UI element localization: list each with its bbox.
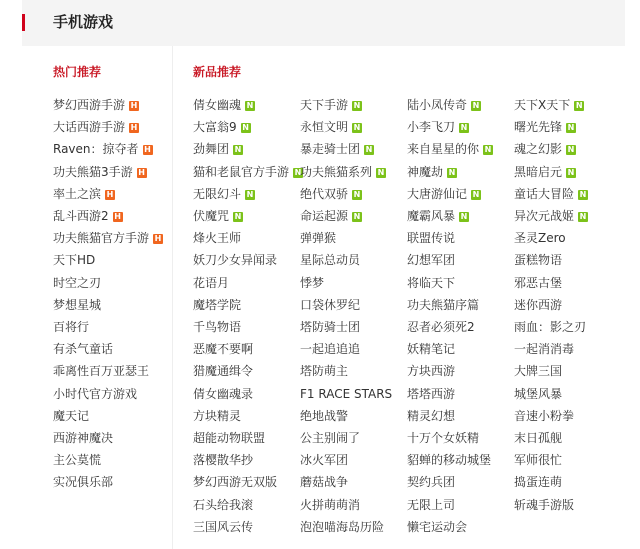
new-badge-icon: N [460,123,468,132]
game-link[interactable] [193,297,241,313]
header-accent-bar [22,14,25,31]
game-name: 乱斗西游2 [53,209,109,223]
game-link[interactable] [53,297,101,313]
game-name: 邪恶古堡 [514,276,563,290]
new-recommend-title: 新品推荐 [193,65,242,79]
game-link[interactable] [53,186,115,202]
game-name: 童话大冒险 [514,187,575,201]
game-name: 主公莫慌 [53,453,102,467]
game-link[interactable] [193,141,243,157]
game-link[interactable] [300,208,362,224]
game-name: 妖刀少女异闻录 [193,253,278,267]
game-name: 方块精灵 [193,409,242,423]
game-link[interactable] [193,341,253,357]
game-link[interactable] [53,319,89,335]
game-link[interactable] [514,430,562,446]
game-link[interactable] [300,186,362,202]
game-name: 烽火王师 [193,231,242,245]
game-link[interactable] [514,408,574,424]
new-badge-icon: N [242,123,249,132]
game-name: 一起消消毒 [514,342,575,356]
game-name: 倩女幽魂录 [193,387,254,401]
game-name: 石头给我滚 [193,498,254,512]
game-name: 忍者必须死2 [407,320,475,334]
game-name: 迷你西游 [514,298,563,312]
game-link[interactable] [53,386,137,402]
game-link[interactable] [514,452,562,468]
game-link[interactable] [514,208,588,224]
game-name: 塔防萌主 [300,364,349,378]
game-link[interactable] [193,386,253,402]
game-name: Raven：掠夺者 [53,142,139,156]
game-name: 蛋糕物语 [514,253,563,267]
game-link[interactable] [514,363,562,379]
game-name: 星际总动员 [300,253,361,267]
game-name: 倩女幽魂 [193,98,242,112]
game-link[interactable] [53,408,89,424]
game-link[interactable] [514,164,576,180]
game-name: 塔防骑士团 [300,320,361,334]
game-link[interactable] [407,119,469,135]
game-name: 火拼萌萌消 [300,498,361,512]
game-name: 大话西游手游 [53,120,126,134]
game-name: 异次元战姬 [514,209,575,223]
game-name: 陆小凤传奇 [407,98,468,112]
hot-badge-icon: H [144,145,151,154]
game-link[interactable] [300,430,360,446]
game-name: 猎魔通缉令 [193,364,254,378]
game-link[interactable] [53,452,101,468]
game-link[interactable] [514,497,574,513]
game-name: 绝地战警 [300,409,349,423]
game-link[interactable] [407,497,455,513]
new-badge-icon: N [353,190,361,199]
game-name: 花语月 [193,276,230,290]
game-name: 十万个女妖精 [407,431,480,445]
game-name: 蘑菇战争 [300,475,349,489]
game-link[interactable] [514,252,562,268]
game-name: 百将行 [53,320,90,334]
game-name: 末日孤舰 [514,431,563,445]
new-badge-icon: N [448,168,456,177]
new-badge-icon: N [234,212,242,221]
game-name: 命运起源 [300,209,349,223]
game-name: 功夫熊猫3手游 [53,165,133,179]
game-link[interactable] [407,141,493,157]
game-link[interactable] [407,297,479,313]
hot-badge-icon: H [106,190,114,199]
game-name: 伏魔咒 [193,209,230,223]
game-name: 率土之滨 [53,187,102,201]
game-link[interactable] [53,208,123,224]
game-name: 来自星星的你 [407,142,480,156]
new-badge-icon: N [472,101,480,110]
game-link[interactable] [300,252,360,268]
game-link[interactable] [407,186,481,202]
game-link[interactable] [300,497,360,513]
game-name: 魂之幻影 [514,142,563,156]
game-name: 无限幻斗 [193,187,242,201]
game-name: 妖精笔记 [407,342,456,356]
game-link[interactable] [53,363,149,379]
section-header [22,0,625,46]
new-badge-icon: N [294,168,302,177]
game-name: 精灵幻想 [407,409,456,423]
game-name: 有杀气童话 [53,342,114,356]
game-link[interactable] [300,519,384,535]
hot-badge-icon: H [130,101,138,110]
game-name: 神魔劫 [407,165,444,179]
game-link[interactable] [407,452,491,468]
game-name: 梦幻西游手游 [53,98,126,112]
game-name: 曙光先锋 [514,120,563,134]
game-name: 塔塔西游 [407,387,456,401]
game-name: 劲舞团 [193,142,230,156]
new-badge-icon: N [567,123,575,132]
game-name: 貂蝉的移动城堡 [407,453,492,467]
game-name: 幻想军团 [407,253,456,267]
game-link[interactable] [193,430,265,446]
game-link[interactable] [407,386,455,402]
game-link[interactable] [193,208,243,224]
game-name: 黑暗启元 [514,165,563,179]
new-badge-icon: N [567,145,575,154]
new-badge-icon: N [575,101,583,110]
game-link[interactable] [407,341,455,357]
game-name: 魔塔学院 [193,298,242,312]
game-link[interactable] [407,164,457,180]
game-name: 契约兵团 [407,475,456,489]
game-name: 实况俱乐部 [53,475,114,489]
game-name: 口袋休罗纪 [300,298,361,312]
game-link[interactable] [193,164,303,180]
game-link[interactable] [514,230,566,246]
column-divider [172,46,173,549]
game-name: 小李飞刀 [407,120,456,134]
game-link[interactable] [300,97,362,113]
game-link[interactable] [193,319,241,335]
game-name: 一起追追追 [300,342,361,356]
game-link[interactable] [193,363,253,379]
game-link[interactable] [53,275,101,291]
game-link[interactable] [514,119,576,135]
game-name: 雨血：影之刃 [514,320,587,334]
new-badge-icon: N [246,101,254,110]
new-badge-icon: N [353,123,361,132]
game-link[interactable] [514,386,562,402]
new-badge-icon: N [567,168,575,177]
game-link[interactable] [300,319,360,335]
game-name: 三国风云传 [193,520,254,534]
game-link[interactable] [300,408,348,424]
game-link[interactable] [53,252,95,268]
game-link[interactable] [514,186,588,202]
game-link[interactable] [193,275,229,291]
game-link[interactable] [407,252,455,268]
game-name: 大富翁9 [193,120,237,134]
game-link[interactable] [407,230,455,246]
game-name: 暴走骑士团 [300,142,361,156]
game-link[interactable] [300,141,374,157]
new-badge-icon: N [353,212,361,221]
game-name: F1 RACE STARS [300,387,393,401]
game-name: 城堡风暴 [514,387,563,401]
game-link[interactable] [193,186,255,202]
game-link[interactable] [53,164,147,180]
game-name: 超能动物联盟 [193,431,266,445]
game-link[interactable] [407,275,455,291]
new-badge-icon: N [579,190,587,199]
game-name: 懒宅运动会 [407,520,468,534]
hot-badge-icon: H [138,168,145,177]
game-link[interactable] [300,363,348,379]
game-name: 无限上司 [407,498,456,512]
game-link[interactable] [514,275,562,291]
game-link[interactable] [300,452,348,468]
game-name: 功夫熊猫系列 [300,165,373,179]
hot-badge-icon: H [130,123,138,132]
game-link[interactable] [407,474,455,490]
game-name: 梦幻西游无双版 [193,475,278,489]
game-link[interactable] [193,474,277,490]
game-name: 大唐游仙记 [407,187,468,201]
hot-badge-icon: H [114,212,121,221]
game-name: 大牌三国 [514,364,563,378]
game-link[interactable] [407,430,479,446]
game-link[interactable] [53,474,113,490]
game-name: 联盟传说 [407,231,456,245]
game-link[interactable] [300,230,336,246]
game-link[interactable] [407,97,481,113]
game-link[interactable] [407,519,467,535]
game-link[interactable] [193,252,277,268]
game-name: 西游神魔决 [53,431,114,445]
game-name: 圣灵Zero [514,231,566,245]
game-link[interactable] [193,97,255,113]
game-link[interactable] [514,474,562,490]
game-name: 音速小粉拳 [514,409,575,423]
game-link[interactable] [193,119,251,135]
game-name: 军师很忙 [514,453,563,467]
game-name: 泡泡喵海岛历险 [300,520,385,534]
game-name: 魔霸风暴 [407,209,456,223]
game-link[interactable] [300,474,348,490]
game-name: 捣蛋连萌 [514,475,563,489]
game-name: 方块西游 [407,364,456,378]
new-badge-icon: N [484,145,492,154]
game-name: 天下HD [53,253,96,267]
game-name: 天下X天下 [514,98,571,112]
game-link[interactable] [300,119,362,135]
hot-badge-icon: H [154,234,162,243]
game-link[interactable] [300,297,360,313]
new-badge-icon: N [460,212,468,221]
game-name: 千鸟物语 [193,320,242,334]
game-link[interactable] [514,341,574,357]
game-link[interactable] [300,341,360,357]
new-badge-icon: N [365,145,373,154]
game-link[interactable] [407,319,475,335]
game-link[interactable] [193,452,253,468]
game-link[interactable] [300,275,324,291]
new-badge-icon: N [377,168,385,177]
game-name: 时空之刃 [53,276,102,290]
hot-recommend-title: 热门推荐 [53,65,102,79]
game-name: 猫和老鼠官方手游 [193,165,290,179]
game-name: 绝代双骄 [300,187,349,201]
game-name: 冰火军团 [300,453,349,467]
game-name: 悸梦 [300,276,325,290]
game-name: 天下手游 [300,98,349,112]
game-link[interactable] [53,341,113,357]
game-link[interactable] [514,141,576,157]
game-name: 魔天记 [53,409,90,423]
game-name: 梦想星城 [53,298,102,312]
game-link[interactable] [514,97,584,113]
new-badge-icon: N [353,101,361,110]
game-name: 弹弹猴 [300,231,337,245]
game-link[interactable] [407,408,455,424]
new-badge-icon: N [234,145,242,154]
game-link[interactable] [53,119,139,135]
game-link[interactable] [53,97,139,113]
section-title: 手机游戏 [53,13,114,31]
game-name: 功夫熊猫官方手游 [53,231,150,245]
game-link[interactable] [407,363,455,379]
game-name: 落樱散华抄 [193,453,254,467]
game-link[interactable] [514,297,562,313]
new-badge-icon: N [579,212,587,221]
game-link[interactable] [193,497,253,513]
game-link[interactable] [193,230,241,246]
new-badge-icon: N [472,190,480,199]
game-name: 小时代官方游戏 [53,387,138,401]
game-link[interactable] [300,164,386,180]
new-badge-icon: N [246,190,254,199]
game-name: 恶魔不要啊 [193,342,254,356]
game-link[interactable] [53,230,163,246]
game-name: 功夫熊猫序篇 [407,298,480,312]
game-name: 乖离性百万亚瑟王 [53,364,150,378]
game-name: 斩魂手游版 [514,498,575,512]
game-link[interactable] [53,141,153,157]
game-link[interactable] [300,386,392,402]
game-link[interactable] [514,319,586,335]
game-name: 永恒文明 [300,120,349,134]
game-link[interactable] [193,519,253,535]
game-name: 将临天下 [407,276,456,290]
game-name: 公主别闹了 [300,431,361,445]
game-link[interactable] [407,208,469,224]
game-link[interactable] [53,430,113,446]
game-link[interactable] [193,408,241,424]
